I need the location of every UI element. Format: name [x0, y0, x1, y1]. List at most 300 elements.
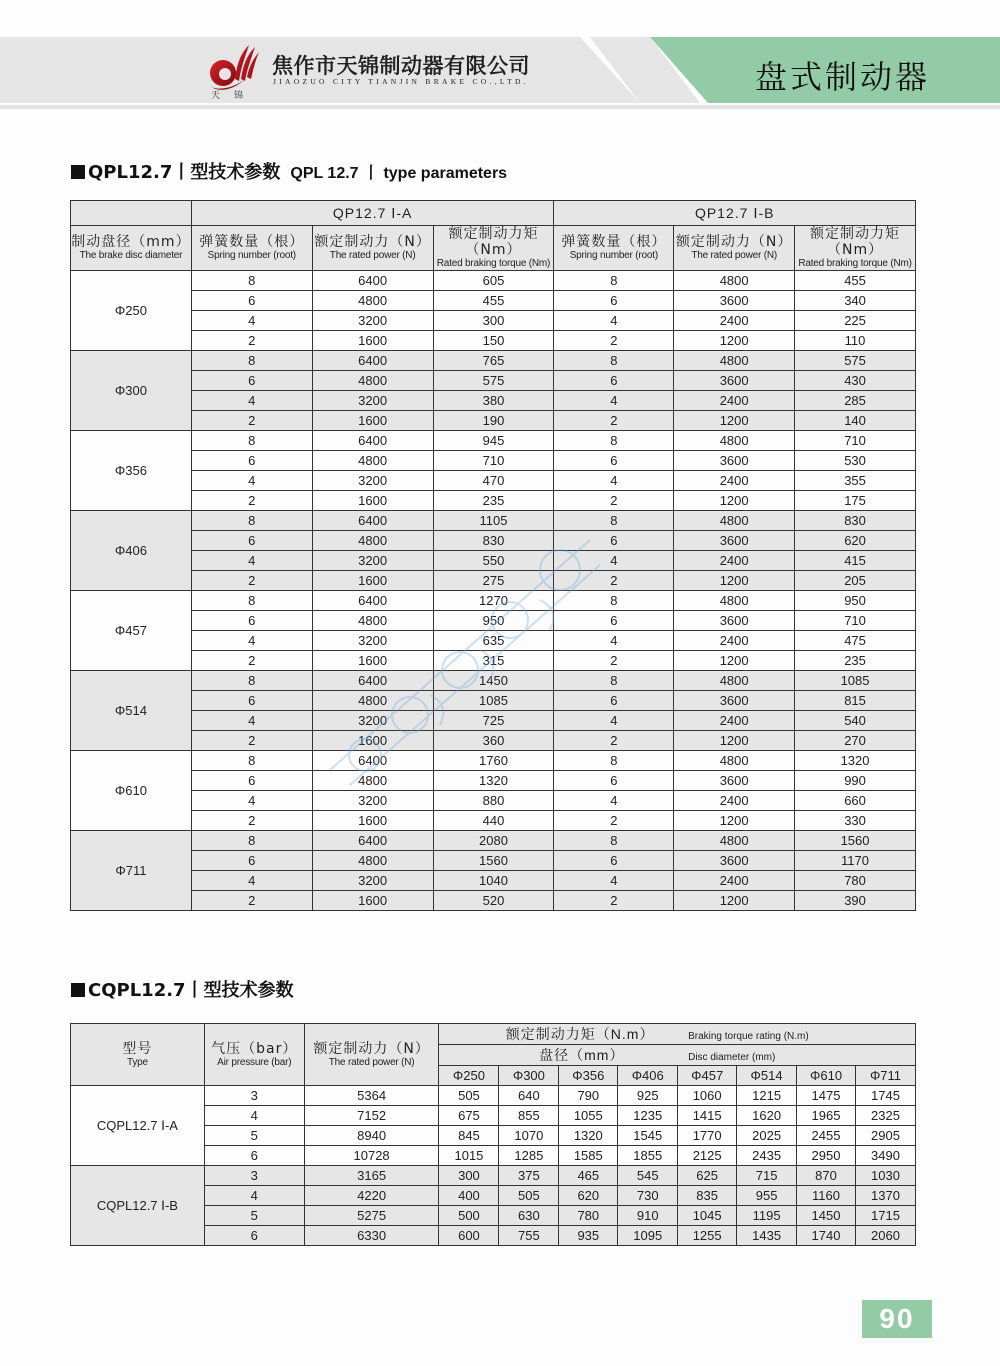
table-cell: 625: [678, 1166, 737, 1186]
table-cell: 755: [499, 1226, 559, 1246]
table-row: [71, 731, 916, 751]
table-cell: 830: [433, 531, 554, 551]
table-row: [71, 831, 916, 851]
table-cell: 4: [204, 1106, 304, 1126]
table-row: [71, 311, 916, 331]
table-cell: 1600: [312, 731, 433, 751]
table-cell: 2905: [855, 1126, 915, 1146]
table-cell: 830: [795, 511, 916, 531]
table-cell: 505: [499, 1186, 559, 1206]
disc-column-header: Φ356: [559, 1066, 618, 1086]
table-cell: 5275: [304, 1206, 439, 1226]
table-cell: 2: [191, 651, 312, 671]
table-cell: 6: [554, 451, 674, 471]
table-cell: 270: [795, 731, 916, 751]
table-cell: 2400: [674, 791, 795, 811]
table-cell: 6: [191, 691, 312, 711]
table-cell: 2400: [674, 311, 795, 331]
table-cell: 1600: [312, 891, 433, 911]
column-header: 额定制动力矩（Nm） Rated braking torque (Nm): [433, 226, 554, 271]
table-cell: 3: [204, 1166, 304, 1186]
table-cell: 1255: [678, 1226, 737, 1246]
table-row: [71, 1086, 916, 1106]
table-cell: 4: [554, 551, 674, 571]
table-cell: 2125: [678, 1146, 737, 1166]
table-cell: 6: [554, 771, 674, 791]
table-cell: 1040: [433, 871, 554, 891]
disc-column-header: Φ711: [855, 1066, 915, 1086]
table-cell: 2: [191, 731, 312, 751]
table-cell: 1270: [433, 591, 554, 611]
table-cell: 1320: [795, 751, 916, 771]
table-cell: 430: [795, 371, 916, 391]
table-cell: 1195: [737, 1206, 797, 1226]
type-cell: CQPL12.7 Ⅰ-B: [71, 1166, 205, 1246]
table-cell: 4800: [674, 831, 795, 851]
table-cell: 4800: [674, 751, 795, 771]
table-row: [71, 471, 916, 491]
table-cell: 6: [554, 371, 674, 391]
table-row: [71, 271, 916, 291]
table-cell: 2455: [797, 1126, 856, 1146]
table-cell: 845: [439, 1126, 499, 1146]
table-cell: 2: [191, 331, 312, 351]
table-cell: 815: [795, 691, 916, 711]
table-cell: 1285: [499, 1146, 559, 1166]
table-cell: 4: [191, 631, 312, 651]
table-cell: 950: [795, 591, 916, 611]
table-cell: 6330: [304, 1226, 439, 1246]
table-cell: 6: [191, 771, 312, 791]
table-cell: 465: [559, 1166, 618, 1186]
table-cell: 6: [554, 611, 674, 631]
table-cell: 1235: [618, 1106, 678, 1126]
column-header: 制动盘径（mm） The brake disc diameter: [71, 226, 192, 271]
table-cell: 1560: [795, 831, 916, 851]
table-cell: 4800: [674, 591, 795, 611]
table-row: [71, 711, 916, 731]
table-cell: 660: [795, 791, 916, 811]
table-cell: 520: [433, 891, 554, 911]
table-row: [71, 531, 916, 551]
table-row: [71, 571, 916, 591]
table-cell: 3600: [674, 851, 795, 871]
table-cell: 2080: [433, 831, 554, 851]
table-cell: 3200: [312, 711, 433, 731]
table-cell: 4800: [312, 851, 433, 871]
disc-diameter-cell: Φ610: [71, 751, 192, 831]
table-row: [71, 451, 916, 471]
table-cell: 880: [433, 791, 554, 811]
table-cell: 225: [795, 311, 916, 331]
table-cell: 355: [795, 471, 916, 491]
table-cell: 8: [554, 831, 674, 851]
table-cell: 780: [795, 871, 916, 891]
table-cell: 380: [433, 391, 554, 411]
table-row: [71, 771, 916, 791]
table-cell: 4: [554, 871, 674, 891]
table-cell: 4800: [312, 771, 433, 791]
header-empty-cell: [71, 201, 192, 226]
table-cell: 2: [191, 491, 312, 511]
table-cell: 3600: [674, 691, 795, 711]
table-cell: 3490: [855, 1146, 915, 1166]
table-cell: 1085: [433, 691, 554, 711]
table-cell: 6400: [312, 271, 433, 291]
table-cell: 530: [795, 451, 916, 471]
table-cell: 710: [433, 451, 554, 471]
table-cell: 8: [191, 751, 312, 771]
table-cell: 3200: [312, 871, 433, 891]
table-cell: 2: [554, 411, 674, 431]
table-cell: 1450: [433, 671, 554, 691]
table-cell: 4800: [312, 691, 433, 711]
table-cell: 3600: [674, 611, 795, 631]
table-cell: 2950: [797, 1146, 856, 1166]
table-cell: 1745: [855, 1086, 915, 1106]
table-cell: 1600: [312, 571, 433, 591]
table-cell: 1320: [559, 1126, 618, 1146]
table-cell: 4800: [674, 671, 795, 691]
table-cell: 780: [559, 1206, 618, 1226]
table-cell: 620: [559, 1186, 618, 1206]
table-cell: 8: [191, 671, 312, 691]
bullet-square-icon: [71, 165, 85, 179]
table-cell: 3600: [674, 291, 795, 311]
table-cell: 1600: [312, 491, 433, 511]
table-cell: 1170: [795, 851, 916, 871]
disc-diameter-cell: Φ406: [71, 511, 192, 591]
table-cell: 4800: [674, 271, 795, 291]
table-cell: 1085: [795, 671, 916, 691]
disc-column-header: Φ250: [439, 1066, 499, 1086]
disc-column-header: Φ610: [797, 1066, 856, 1086]
table-cell: 550: [433, 551, 554, 571]
table-cell: 6: [191, 611, 312, 631]
disc-diameter-cell: Φ250: [71, 271, 192, 351]
section2-title-cn: CQPL12.7丨型技术参数: [88, 980, 294, 1001]
table-cell: 6400: [312, 751, 433, 771]
table-cell: 500: [439, 1206, 499, 1226]
table-row: [71, 851, 916, 871]
table-cell: 375: [499, 1166, 559, 1186]
table-cell: 1475: [797, 1086, 856, 1106]
table-cell: 8940: [304, 1126, 439, 1146]
section2-title: [71, 976, 294, 1002]
table-cell: 4800: [312, 611, 433, 631]
category-title: 盘式制动器: [755, 58, 931, 96]
disc-column-header: Φ514: [737, 1066, 797, 1086]
table-cell: 4800: [674, 431, 795, 451]
disc-diameter-header: 盘径（mm） Disc diameter (mm): [439, 1045, 916, 1066]
table-cell: 6400: [312, 591, 433, 611]
table-cell: 710: [795, 431, 916, 451]
table-cell: 1600: [312, 411, 433, 431]
table-cell: 390: [795, 891, 916, 911]
table-cell: 3165: [304, 1166, 439, 1186]
table-cell: 1200: [674, 411, 795, 431]
air-pressure-header: 气压（bar） Air pressure (bar): [204, 1024, 304, 1086]
table-cell: 6: [554, 691, 674, 711]
table-cell: 1370: [855, 1186, 915, 1206]
table-cell: 5: [204, 1126, 304, 1146]
table-cell: 455: [433, 291, 554, 311]
bullet-square-icon: [71, 983, 85, 997]
table-cell: 2: [554, 491, 674, 511]
table-cell: 205: [795, 571, 916, 591]
table-cell: 415: [795, 551, 916, 571]
table-row: [71, 591, 916, 611]
table-cell: 6: [554, 851, 674, 871]
table-cell: 540: [795, 711, 916, 731]
table-cell: 1855: [618, 1146, 678, 1166]
table-row: [71, 411, 916, 431]
table-cell: 10728: [304, 1146, 439, 1166]
table-cell: 605: [433, 271, 554, 291]
table-cell: 6: [191, 531, 312, 551]
table-cell: 3200: [312, 471, 433, 491]
table-cell: 4220: [304, 1186, 439, 1206]
table-cell: 6: [191, 851, 312, 871]
table-cell: 6: [204, 1226, 304, 1246]
table-cell: 1030: [855, 1166, 915, 1186]
section1-title-cn: QPL12.7丨型技术参数: [88, 162, 281, 183]
table-cell: 1200: [674, 651, 795, 671]
table-cell: 475: [795, 631, 916, 651]
table-cell: 5: [204, 1206, 304, 1226]
table-cell: 3600: [674, 771, 795, 791]
table-cell: 2060: [855, 1226, 915, 1246]
table-cell: 8: [191, 351, 312, 371]
table-cell: 8: [554, 671, 674, 691]
table-cell: 4: [554, 711, 674, 731]
table-cell: 6: [191, 451, 312, 471]
table-cell: 925: [618, 1086, 678, 1106]
table-row: [71, 611, 916, 631]
cqpl-parameters-table: [70, 1023, 916, 1246]
table-cell: 8: [554, 751, 674, 771]
disc-diameter-cell: Φ356: [71, 431, 192, 511]
table-cell: 2: [554, 651, 674, 671]
table-cell: 6: [191, 291, 312, 311]
table-cell: 340: [795, 291, 916, 311]
table-cell: 5364: [304, 1086, 439, 1106]
table-cell: 2: [191, 811, 312, 831]
disc-diameter-cell: Φ514: [71, 671, 192, 751]
table-cell: 2325: [855, 1106, 915, 1126]
table-cell: 3200: [312, 551, 433, 571]
table-cell: 505: [439, 1086, 499, 1106]
table-cell: 275: [433, 571, 554, 591]
table-cell: 1200: [674, 731, 795, 751]
table-cell: 6: [554, 531, 674, 551]
table-cell: 4: [191, 551, 312, 571]
table-cell: 8: [191, 511, 312, 531]
table-cell: 1200: [674, 571, 795, 591]
table-cell: 3600: [674, 531, 795, 551]
table-cell: 4: [204, 1186, 304, 1206]
table-cell: 4: [554, 391, 674, 411]
type-header: 型号 Type: [71, 1024, 205, 1086]
table-cell: 8: [554, 591, 674, 611]
table-row: [71, 1166, 916, 1186]
table-cell: 1600: [312, 331, 433, 351]
table-cell: 150: [433, 331, 554, 351]
table-cell: 175: [795, 491, 916, 511]
table-cell: 470: [433, 471, 554, 491]
table-row: [71, 791, 916, 811]
column-header: 额定制动力（N） The rated power (N): [312, 226, 433, 271]
table-cell: 1600: [312, 811, 433, 831]
table-row: [71, 511, 916, 531]
table-cell: 3200: [312, 311, 433, 331]
table-cell: 835: [678, 1186, 737, 1206]
table-row: [71, 671, 916, 691]
table-cell: 710: [795, 611, 916, 631]
table-cell: 1015: [439, 1146, 499, 1166]
table-cell: 400: [439, 1186, 499, 1206]
table-cell: 1200: [674, 891, 795, 911]
table-cell: 360: [433, 731, 554, 751]
table-cell: 6400: [312, 671, 433, 691]
table-cell: 765: [433, 351, 554, 371]
table-cell: 1770: [678, 1126, 737, 1146]
group-b-header: QP12.7 Ⅰ-B: [554, 201, 916, 226]
table-cell: 1600: [312, 651, 433, 671]
table-cell: 300: [433, 311, 554, 331]
torque-header: 额定制动力矩（N.m） Braking torque rating (N.m): [439, 1024, 916, 1045]
table-cell: 6400: [312, 431, 433, 451]
table-cell: 640: [499, 1086, 559, 1106]
table-cell: 8: [191, 431, 312, 451]
table-cell: 4800: [674, 351, 795, 371]
table-row: [71, 691, 916, 711]
table-cell: 2: [554, 811, 674, 831]
table-cell: 1320: [433, 771, 554, 791]
table-cell: 1545: [618, 1126, 678, 1146]
table-cell: 4: [554, 791, 674, 811]
company-name-en: JIAOZUO CITY TIANJIN BRAKE CO.,LTD.: [273, 77, 529, 86]
disc-diameter-cell: Φ300: [71, 351, 192, 431]
table-cell: 870: [797, 1166, 856, 1186]
table-cell: 6400: [312, 511, 433, 531]
table-cell: 1740: [797, 1226, 856, 1246]
table-cell: 2: [191, 571, 312, 591]
qpl-parameters-table: [70, 200, 916, 911]
column-header: 弹簧数量（根） Spring number (root): [554, 226, 674, 271]
table-cell: 4: [191, 311, 312, 331]
table-row: [71, 551, 916, 571]
disc-column-header: Φ457: [678, 1066, 737, 1086]
table-cell: 1415: [678, 1106, 737, 1126]
table-cell: 1045: [678, 1206, 737, 1226]
company-name-cn: 焦作市天锦制动器有限公司: [272, 53, 530, 78]
table-cell: 3200: [312, 791, 433, 811]
table-cell: 2400: [674, 551, 795, 571]
table-cell: 8: [191, 591, 312, 611]
type-cell: CQPL12.7 Ⅰ-A: [71, 1086, 205, 1166]
table-cell: 2: [554, 891, 674, 911]
table-cell: 635: [433, 631, 554, 651]
table-cell: 2: [191, 891, 312, 911]
table-row: [71, 651, 916, 671]
table-cell: 1200: [674, 811, 795, 831]
rated-power-header: 额定制动力（N） The rated power (N): [304, 1024, 439, 1086]
table-cell: 235: [795, 651, 916, 671]
table-cell: 1450: [797, 1206, 856, 1226]
table-cell: 575: [433, 371, 554, 391]
table-cell: 1200: [674, 491, 795, 511]
table-cell: 715: [737, 1166, 797, 1186]
table-cell: 545: [618, 1166, 678, 1186]
table-cell: 4800: [312, 371, 433, 391]
table-cell: 4800: [312, 531, 433, 551]
table-cell: 8: [191, 271, 312, 291]
table-cell: 6: [554, 291, 674, 311]
table-cell: 4800: [312, 451, 433, 471]
section1-title-en: QPL 12.7 丨 type parameters: [290, 165, 508, 182]
table-row: [71, 491, 916, 511]
table-cell: 2400: [674, 631, 795, 651]
table-cell: 4: [191, 791, 312, 811]
table-cell: 790: [559, 1086, 618, 1106]
table-cell: 955: [737, 1186, 797, 1206]
table-cell: 2: [191, 411, 312, 431]
table-cell: 950: [433, 611, 554, 631]
disc-column-header: Φ406: [618, 1066, 678, 1086]
table-cell: 140: [795, 411, 916, 431]
table-row: [71, 871, 916, 891]
table-row: [71, 631, 916, 651]
table-cell: 1160: [797, 1186, 856, 1206]
table-cell: 3600: [674, 371, 795, 391]
table-row: [71, 431, 916, 451]
table-cell: 315: [433, 651, 554, 671]
table-cell: 6: [204, 1146, 304, 1166]
table-cell: 110: [795, 331, 916, 351]
table-cell: 8: [554, 271, 674, 291]
table-cell: 235: [433, 491, 554, 511]
table-cell: 1055: [559, 1106, 618, 1126]
table-cell: 1070: [499, 1126, 559, 1146]
table-cell: 1760: [433, 751, 554, 771]
column-header: 弹簧数量（根） Spring number (root): [191, 226, 312, 271]
table-cell: 1435: [737, 1226, 797, 1246]
logo-caption: 天锦: [211, 91, 258, 101]
table-row: [71, 391, 916, 411]
table-cell: 575: [795, 351, 916, 371]
table-cell: 4: [191, 391, 312, 411]
table-row: [71, 351, 916, 371]
table-cell: 3200: [312, 391, 433, 411]
table-cell: 1715: [855, 1206, 915, 1226]
table-cell: 935: [559, 1226, 618, 1246]
table-cell: 190: [433, 411, 554, 431]
table-cell: 2400: [674, 871, 795, 891]
table-row: [71, 291, 916, 311]
column-header: 额定制动力矩（Nm） Rated braking torque (Nm): [795, 226, 916, 271]
table-row: [71, 891, 916, 911]
table-cell: 3200: [312, 631, 433, 651]
table-cell: 4: [191, 711, 312, 731]
table-cell: 725: [433, 711, 554, 731]
table-cell: 945: [433, 431, 554, 451]
table-row: [71, 751, 916, 771]
table-cell: 4: [554, 311, 674, 331]
table-cell: 2: [554, 571, 674, 591]
page-number: 90: [862, 1300, 932, 1338]
table-cell: 3: [204, 1086, 304, 1106]
